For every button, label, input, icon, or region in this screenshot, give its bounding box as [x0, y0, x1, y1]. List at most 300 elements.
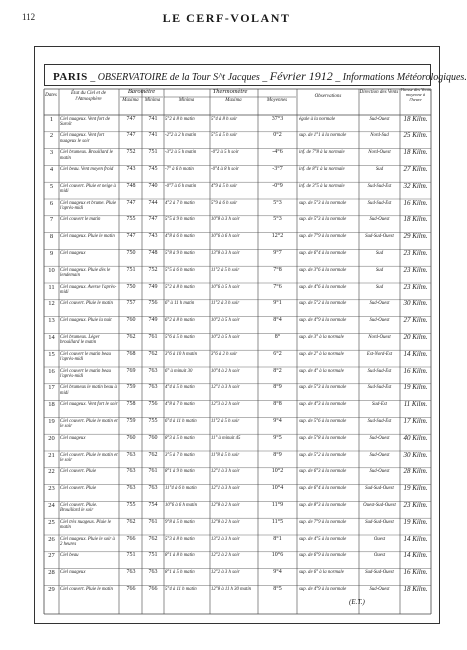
cell-avg: 8°9	[273, 451, 282, 458]
cell-s: Ciel couvert. Pluie	[60, 469, 97, 475]
header-wind-speed: Vitesse des Vents moyenne à l'heure	[400, 87, 431, 102]
cell-tmin: 6°2 à 8 h matin	[165, 318, 195, 324]
cell-avg: -0°9	[272, 182, 283, 189]
cell-dir: Sud-Ouest	[369, 452, 390, 458]
cell-spd: 30 Kilm.	[403, 450, 428, 459]
cell-spd: 23 Kilm.	[403, 500, 428, 509]
cell-tmin: 5°5 à 6 h matin	[165, 267, 195, 273]
cell-spd: 18 Kilm.	[403, 114, 428, 123]
cell-bmin: 744	[148, 199, 158, 206]
cell-d: 12	[48, 300, 55, 308]
cell-dir: Sud-Sud-Ouest	[365, 486, 394, 492]
cell-avg: 10°4	[271, 485, 284, 492]
cell-obs: sup. de 4°9 à la normale	[299, 586, 347, 592]
cell-bmax: 758	[126, 401, 136, 408]
cell-bmax: 748	[126, 182, 136, 189]
cell-bmin: 762	[148, 451, 158, 458]
cell-tmin: 4°4 à 5 h matin	[165, 385, 195, 391]
header-dates: Dates	[45, 93, 57, 98]
cell-tmax: 12°1 à 3 h soir	[211, 469, 240, 475]
cell-tmax: 10°6 à 5 h soir	[211, 284, 240, 290]
cell-bmin: 762	[148, 350, 158, 357]
cell-dir: Sud	[375, 250, 384, 256]
cell-s: Ciel brumeux. Léger brouillard le matin	[60, 334, 100, 346]
cell-dir: Sud-Sud-Ouest	[365, 519, 394, 525]
header-th-max: Maxima	[225, 98, 242, 103]
cell-s: Ciel nuageux. Vent fort de Suroît	[60, 116, 110, 127]
cell-s: Ciel nuageux. Pluie dès le lendemain	[60, 267, 111, 279]
cell-obs: sup. de 4°3 à la normale	[299, 402, 347, 408]
cell-tmin: -0°7 à 6 h matin	[165, 183, 197, 189]
cell-spd: 19 Kilm.	[403, 517, 428, 526]
cell-spd: 16 Kilm.	[403, 366, 428, 375]
cell-bmin: 760	[148, 434, 158, 441]
cell-s: Ciel couvert le matin	[60, 217, 101, 223]
cell-dir: Sud-Sud-Est	[367, 183, 392, 189]
cell-d: 11	[48, 283, 55, 291]
cell-obs: sup. de 6°3 à la normale	[299, 469, 347, 475]
cell-spd: 27 Kilm.	[403, 164, 428, 173]
cell-tmax: 11°2 à 5 h soir	[211, 418, 240, 424]
cell-s: Ciel nuageux	[60, 250, 86, 256]
cell-bmax: 751	[126, 552, 136, 559]
cell-dir: Sud-Ouest	[369, 586, 390, 592]
cell-obs: sup. de 8°3 à la normale	[299, 502, 347, 508]
cell-tmax: 12°1 à 3 h soir	[211, 486, 240, 492]
cell-d: 27	[48, 552, 55, 560]
cell-tmax: -0°4 à 8 h soir	[211, 166, 239, 172]
cell-avg: 9°4	[273, 417, 282, 424]
cell-obs: sup. de 6°4 à la normale	[299, 250, 347, 256]
cell-bmax: 759	[126, 384, 136, 391]
cell-bmin: 761	[148, 468, 158, 475]
cell-bmax: 762	[126, 518, 136, 525]
cell-obs: sup. de 4° à la normale	[299, 368, 344, 374]
cell-spd: 18 Kilm.	[403, 584, 428, 593]
cell-s: Ciel brumeux le matin beau à midi	[60, 385, 117, 396]
cell-avg: 8°4	[273, 317, 282, 324]
cell-obs: sup. de 2° à la normale	[299, 351, 344, 357]
cell-obs: sup. de 4°6 à la normale	[299, 284, 347, 290]
cell-obs: sup. de 7°9 à la normale	[299, 234, 347, 240]
header-wind-direction: Direction des Vents	[359, 90, 399, 95]
cell-bmin: 741	[148, 132, 158, 139]
cell-s: Ciel nuageux	[60, 570, 86, 576]
cell-tmin: 4°8 à 6 h matin	[165, 234, 195, 240]
cell-bmin: 763	[148, 569, 158, 576]
header-bar-max: Maxima	[122, 98, 139, 103]
cell-d: 8	[49, 233, 54, 241]
header-thermometer: Thermomètre	[212, 88, 248, 95]
cell-avg: 8°9	[273, 384, 282, 391]
cell-bmin: 751	[148, 552, 158, 559]
cell-tmin: 10°6 à 6 h matin	[165, 502, 198, 508]
cell-dir: Sud-Ouest	[369, 318, 390, 324]
cell-d: 3	[49, 149, 54, 157]
cell-bmin: 763	[148, 367, 158, 374]
cell-d: 7	[49, 216, 54, 224]
cell-s: Ciel couvert. Pluie le matin et le soir	[60, 418, 118, 430]
cell-d: 18	[48, 401, 55, 409]
cell-tmax: 12°8 à 11 h 30 matin	[211, 586, 252, 592]
cell-d: 17	[48, 384, 55, 392]
cell-avg: 8°1	[273, 535, 282, 542]
cell-tmin: 5°2 à 8 h matin	[165, 116, 195, 122]
cell-d: 19	[48, 417, 55, 425]
cell-avg: 7°6	[273, 283, 282, 290]
cell-dir: Nord-Sud	[370, 133, 389, 139]
cell-tmin: 5°4 à 11 h matin	[165, 586, 197, 592]
cell-s: Ciel couvert. Pluie. Brouillard le soir	[60, 502, 98, 514]
cell-s: Ciel beau	[60, 553, 79, 559]
cell-d: 15	[48, 350, 55, 358]
cell-tmax: 10°2 à 5 h soir	[211, 334, 240, 340]
cell-tmin: 5°8 à 9 h matin	[165, 250, 195, 256]
cell-obs: sup. de 6°4 à la normale	[299, 486, 347, 492]
cell-tmax: 13°8 à 3 h soir	[211, 250, 240, 256]
cell-spd: 25 Kilm.	[403, 131, 428, 140]
cell-bmax: 760	[126, 317, 136, 324]
cell-dir: Ouest	[373, 553, 386, 559]
cell-tmin: 8°3 à 5 h matin	[165, 435, 195, 441]
cell-dir: Sud-Ouest	[369, 435, 390, 441]
cell-dir: Sud-Ouest	[369, 217, 390, 223]
cell-tmax: -0°2 à 5 h soir	[211, 150, 239, 156]
cell-tmin: 6° à minuit 30	[165, 368, 193, 374]
cell-tmax: 5°9 à 6 h soir	[211, 200, 238, 206]
cell-tmin: 3°6 à 10 h matin	[165, 351, 198, 357]
cell-bmin: 762	[148, 535, 158, 542]
cell-bmin: 754	[148, 501, 158, 508]
cell-avg: 8°8	[273, 401, 282, 408]
cell-s: Ciel couvert. Pluie et neige à midi	[60, 183, 116, 195]
cell-avg: 9°1	[273, 300, 282, 307]
cell-bmax: 752	[126, 149, 136, 156]
cell-spd: 23 Kilm.	[403, 265, 428, 274]
cell-tmax: 12°8 à 2 h soir	[211, 519, 240, 525]
cell-d: 5	[49, 182, 54, 190]
cell-obs: inf. de 3°5 à la normale	[299, 183, 345, 189]
title-suffix: _ Informations Météorologiques.	[335, 72, 467, 83]
cell-tmin: 5°6 à 5 h matin	[165, 334, 195, 340]
cell-bmax: 766	[126, 535, 136, 542]
cell-tmax: 12°2 à 2 h soir	[211, 553, 240, 559]
cell-d: 25	[48, 518, 55, 526]
cell-spd: 19 Kilm.	[403, 383, 428, 392]
cell-tmax: 3°6 à 2 h soir	[211, 351, 238, 357]
cell-bmax: 763	[126, 569, 136, 576]
cell-tmin: 8°1 à 9 h matin	[165, 469, 195, 475]
cell-s: Ciel couvert. Pluie le matin	[60, 586, 113, 592]
cell-avg: -3°7	[272, 165, 283, 172]
title-box	[44, 64, 467, 86]
cell-avg: -4°6	[272, 149, 283, 156]
cell-tmax: 11° à minuit 45	[211, 435, 241, 441]
cell-obs: sup. de 5°2 à la normale	[299, 452, 347, 458]
cell-bmax: 763	[126, 468, 136, 475]
cell-s: Ciel couvert le matin beau l'après-midi	[60, 368, 111, 379]
cell-tmax: 11°2 à 5 h soir	[211, 267, 240, 273]
cell-spd: 14 Kilm.	[403, 534, 428, 543]
cell-bmax: 763	[126, 485, 136, 492]
cell-obs: sup. de 5°8 à la normale	[299, 435, 347, 441]
cell-dir: Sud-Sud-Est	[367, 200, 392, 206]
cell-s: Ciel nuageux. Pluie le matin	[60, 234, 115, 240]
cell-dir: Sud-Ouest	[369, 301, 390, 307]
cell-dir: Sud	[375, 166, 384, 172]
cell-bmax: 743	[126, 165, 136, 172]
cell-s: Ciel nuageux. Vent fort nuageux le soir	[60, 133, 105, 144]
cell-dir: Ouest-Sud-Ouest	[363, 502, 396, 508]
cell-tmin: 9°8 à 5 h matin	[165, 519, 195, 525]
cell-tmin: 4°2 à 7 h matin	[165, 200, 195, 206]
cell-s: Ciel couvert le matin beau l'après-midi	[60, 351, 111, 363]
cell-bmax: 769	[126, 367, 136, 374]
header-bar-min: Minima	[144, 98, 161, 103]
cell-bmin: 741	[148, 115, 158, 122]
cell-spd: 14 Kilm.	[403, 551, 428, 560]
cell-obs: sup. de 4°9 à la normale	[299, 318, 347, 324]
cell-avg: 5°3	[273, 199, 282, 206]
cell-d: 1	[49, 115, 54, 123]
cell-d: 29	[48, 585, 55, 593]
cell-tmin: 8°1 à 5 h matin	[165, 570, 195, 576]
cell-bmax: 747	[126, 132, 136, 139]
cell-d: 9	[49, 249, 54, 257]
cell-obs: sup. de 6°9 à la normale	[299, 553, 347, 559]
cell-avg: 7°8	[273, 266, 282, 273]
cell-tmin: 4°8 à 7 h matin	[165, 402, 195, 408]
cell-tmax: 5°5 à 5 h soir	[211, 133, 238, 139]
cell-avg: 9°4	[273, 569, 282, 576]
cell-tmax: 10°4 à 2 h soir	[211, 368, 240, 374]
cell-dir: Sud-Sud-Ouest	[365, 234, 394, 240]
cell-avg: 37°3	[271, 115, 284, 122]
cell-avg: 11°9	[271, 501, 284, 508]
cell-tmin: 8°1 à 8 h matin	[165, 553, 195, 559]
cell-obs: sup. de 5°6 à la normale	[299, 418, 347, 424]
cell-bmax: 747	[126, 233, 136, 240]
cell-tmax: 11°2 à 3 h soir	[211, 301, 240, 307]
cell-tmax: 12°2 à 3 h soir	[211, 570, 240, 576]
cell-obs: sup. de 1°1 à la normale	[299, 133, 347, 139]
title-observatory: _ OBSERVATOIRE de la Tour S^t Jacques _	[90, 72, 268, 83]
cell-avg: 0°2	[273, 132, 282, 139]
cell-dir: Sud	[375, 284, 384, 290]
cell-bmax: 763	[126, 451, 136, 458]
cell-bmax: 760	[126, 434, 136, 441]
cell-obs: égale à la normale	[299, 116, 336, 122]
cell-d: 28	[48, 569, 55, 577]
cell-d: 24	[48, 501, 55, 509]
cell-avg: 8°5	[273, 585, 282, 592]
cell-tmax: 12°1 à 3 h soir	[211, 385, 240, 391]
cell-obs: sup. de 5°3 à la normale	[299, 217, 347, 223]
cell-avg: 8°	[274, 333, 281, 340]
cell-bmax: 750	[126, 249, 136, 256]
cell-bmax: 755	[126, 216, 136, 223]
title-city: PARIS	[53, 71, 88, 83]
header-th-min: Minima	[178, 98, 195, 103]
cell-s: Ciel nuageux. Pluie le soir à 2 heures	[60, 536, 115, 547]
cell-bmin: 749	[148, 317, 158, 324]
cell-obs: inf. de 7°8 à la normale	[299, 150, 345, 156]
cell-d: 13	[48, 317, 55, 325]
cell-bmin: 743	[148, 233, 158, 240]
cell-spd: 17 Kilm.	[403, 416, 428, 425]
cell-tmin: 5°5 à 9 h matin	[165, 217, 195, 223]
cell-s: Ciel nuageux. Vent fort le soir	[60, 402, 118, 408]
cell-tmax: 10°8 à 3 h soir	[211, 217, 240, 223]
cell-spd: 28 Kilm.	[403, 467, 428, 476]
cell-dir: Sud-Sud-Est	[367, 385, 392, 391]
cell-bmin: 761	[148, 518, 158, 525]
cell-spd: 16 Kilm.	[403, 198, 428, 207]
cell-s: Ciel très nuageux. Pluie le matin	[60, 519, 112, 531]
cell-d: 14	[48, 333, 55, 341]
cell-tmax: 11°8 à 5 h soir	[211, 452, 240, 458]
cell-tmax: 12°8 à 2 h soir	[211, 502, 240, 508]
cell-s: Ciel nuageux et brume. Pluie l'après-midi	[60, 200, 117, 211]
cell-tmax: 10°2 à 5 h soir	[211, 318, 240, 324]
cell-dir: Sud-Est	[372, 402, 387, 408]
cell-dir: Sud-Ouest	[369, 116, 390, 122]
cell-spd: 18 Kilm.	[403, 215, 428, 224]
cell-s: Ciel couvert. Pluie le matin	[60, 301, 113, 307]
cell-bmax: 757	[126, 300, 136, 307]
cell-tmin: 6°4 à 11 h matin	[165, 418, 197, 424]
header-observations: Observations	[314, 94, 342, 99]
cell-bmin: 740	[148, 182, 158, 189]
cell-bmin: 763	[148, 485, 158, 492]
title-month: Février 1912	[269, 69, 333, 83]
cell-dir: Nord-Ouest	[368, 334, 391, 340]
cell-bmax: 755	[126, 501, 136, 508]
cell-bmin: 761	[148, 333, 158, 340]
cell-spd: 29 Kilm.	[403, 232, 428, 241]
cell-s: Ciel couvert. Pluie le matin et le soir	[60, 452, 118, 463]
cell-s: Ciel nuageux. Averse l'après-midi	[60, 284, 117, 295]
cell-bmin: 745	[148, 165, 158, 172]
cell-d: 16	[48, 367, 55, 375]
table-title	[53, 69, 467, 84]
cell-dir: Nord-Ouest	[368, 150, 391, 156]
cell-bmin: 755	[148, 417, 158, 424]
cell-bmax: 766	[126, 585, 136, 592]
cell-obs: sup. de 3° à la normale	[299, 334, 344, 340]
cell-tmin: -2°2 à 2 h matin	[165, 133, 197, 139]
cell-tmax: 13°2 à 3 h soir	[211, 536, 240, 542]
cell-d: 10	[48, 266, 55, 274]
cell-tmin: 5°2 à 8 h matin	[165, 284, 195, 290]
cell-obs: sup. de 5°3 à la normale	[299, 385, 347, 391]
cell-tmin: 6° à 11 h matin	[165, 301, 195, 307]
cell-bmin: 766	[148, 585, 158, 592]
cell-s: Ciel nuageux. Pluie la nuit	[60, 318, 112, 324]
cell-bmax: 747	[126, 199, 136, 206]
cell-avg: 10°6	[271, 552, 284, 559]
cell-bmin: 752	[148, 266, 158, 273]
cell-s: Ciel brumeux. Brouillard le matin	[60, 150, 113, 161]
cell-bmax: 759	[126, 417, 136, 424]
cell-d: 26	[48, 535, 55, 543]
cell-obs: sup. de 5°2 à la normale	[299, 301, 347, 307]
signature: (E.T.)	[349, 598, 365, 606]
cell-avg: 9°7	[273, 249, 282, 256]
cell-obs: sup. de 6° à la normale	[299, 570, 344, 576]
cell-tmin: 11°4 à 6 h matin	[165, 486, 197, 492]
cell-spd: 32 Kilm.	[403, 181, 428, 190]
cell-spd: 18 Kilm.	[403, 148, 428, 157]
cell-obs: sup. de 4°5 à la normale	[299, 536, 347, 542]
cell-dir: Sud-Ouest	[369, 469, 390, 475]
cell-avg: 6°2	[273, 350, 282, 357]
cell-dir: Sud-Sud-Est	[367, 418, 392, 424]
cell-spd: 40 Kilm.	[403, 433, 428, 442]
cell-spd: 27 Kilm.	[403, 316, 428, 325]
weather-table	[44, 89, 431, 614]
cell-bmin: 747	[148, 216, 158, 223]
cell-bmin: 748	[148, 249, 158, 256]
cell-tmax: 12°3 à 2 h soir	[211, 402, 240, 408]
cell-tmin: -7° à 6 h matin	[165, 166, 194, 172]
cell-bmax: 747	[126, 115, 136, 122]
cell-avg: 8°2	[273, 367, 282, 374]
cell-tmax: 5°4 à 8 h soir	[211, 116, 238, 122]
cell-tmin: 5°3 à 8 h matin	[165, 536, 195, 542]
cell-bmax: 751	[126, 266, 136, 273]
cell-bmin: 749	[148, 283, 158, 290]
cell-spd: 23 Kilm.	[403, 282, 428, 291]
cell-avg: 9°5	[273, 434, 282, 441]
page-number: 112	[22, 12, 36, 22]
cell-obs: sup. de 3°6 à la normale	[299, 267, 347, 273]
cell-dir: Sud	[375, 267, 384, 273]
cell-s: Ciel nuageux	[60, 435, 86, 441]
cell-spd: 14 Kilm.	[403, 349, 428, 358]
cell-tmax: 4°9 à 5 h soir	[211, 183, 238, 189]
cell-tmin: 3°5 à 7 h matin	[165, 452, 195, 458]
header-state: État du Ciel et de l'Atmosphère	[71, 91, 106, 102]
cell-d: 22	[48, 468, 55, 476]
cell-d: 6	[49, 199, 54, 207]
cell-bmin: 756	[148, 300, 158, 307]
cell-dir: Sud-Sud-Est	[367, 368, 392, 374]
cell-bmax: 750	[126, 283, 136, 290]
cell-avg: 5°3	[273, 216, 282, 223]
cell-avg: 11°5	[271, 518, 284, 525]
cell-d: 23	[48, 485, 55, 493]
cell-d: 4	[49, 165, 54, 173]
cell-spd: 16 Kilm.	[403, 568, 428, 577]
cell-bmin: 756	[148, 401, 158, 408]
cell-d: 20	[48, 434, 55, 442]
cell-s: Ciel couvert. Pluie	[60, 486, 97, 492]
cell-s: Ciel beau. Vent moyen froid	[60, 166, 114, 172]
header-th-avg: Moyennes	[266, 98, 288, 103]
cell-spd: 11 Kilm.	[403, 400, 428, 409]
cell-obs: inf. de 8°1 à la normale	[299, 166, 345, 172]
cell-bmax: 768	[126, 350, 136, 357]
cell-avg: 10°2	[271, 468, 284, 475]
cell-avg: 12°2	[271, 233, 284, 240]
cell-spd: 19 Kilm.	[403, 484, 428, 493]
running-head	[22, 12, 431, 26]
cell-dir: Sud-Sud-Ouest	[365, 570, 394, 576]
cell-dir: Est-Nord-Est	[366, 351, 393, 357]
cell-d: 21	[48, 451, 55, 459]
cell-spd: 20 Kilm.	[403, 332, 428, 341]
